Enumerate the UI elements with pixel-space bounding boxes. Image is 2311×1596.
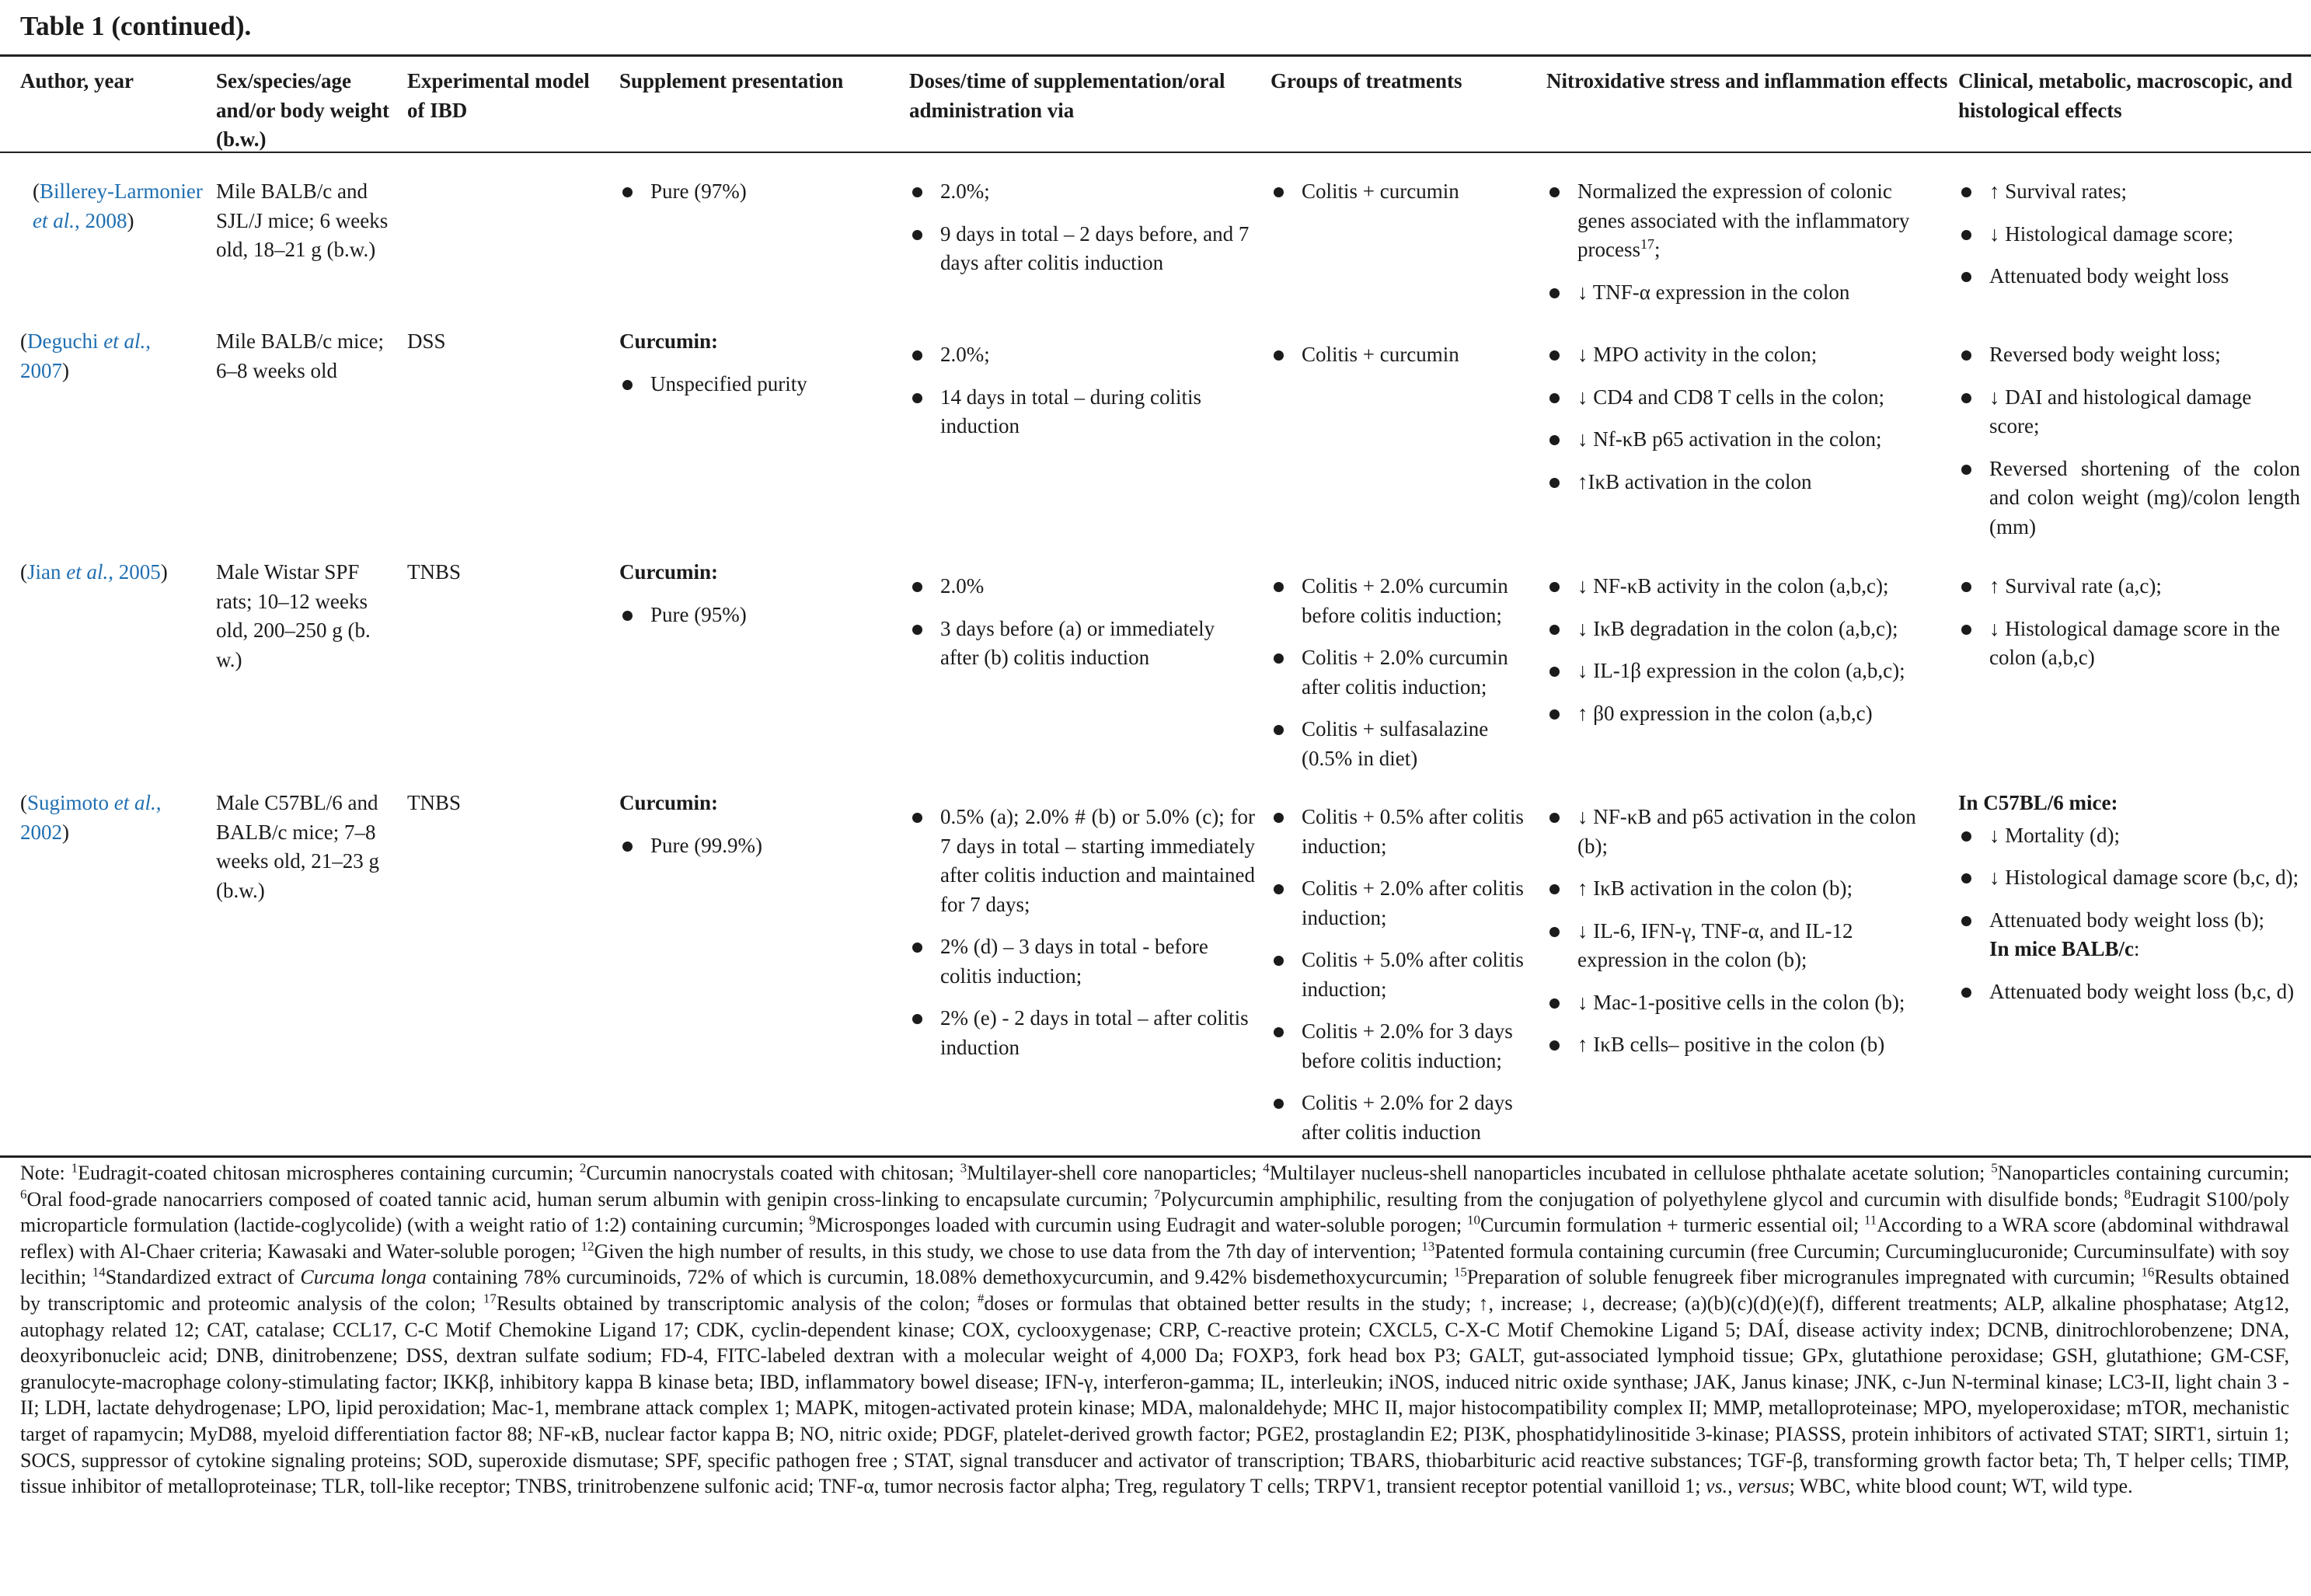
list-item: ↓ IL-6, IFN-γ, TNF-α, and IL-12 expression in the colon (b); — [1546, 917, 1943, 975]
list-item: ↓ Histological damage score (b,c, d); — [1958, 863, 2300, 893]
footnote-text: versus — [1738, 1475, 1790, 1498]
header-doses: Doses/time of supplementation/oral administration via — [909, 69, 1225, 122]
list-item: ↓ IL-1β expression in the colon (a,b,c); — [1546, 657, 1943, 686]
footnote-text: Nanoparticles containing curcumin; — [1997, 1162, 2289, 1184]
list-item: ↑ IκB cells– positive in the colon (b) — [1546, 1030, 1943, 1060]
footnote-marker: 11 — [1863, 1212, 1877, 1228]
list-item: ↑ IκB activation in the colon (b); — [1546, 874, 1943, 904]
row3-author: (Jian et al., 2005) — [20, 560, 168, 584]
footnote-marker: 13 — [1421, 1239, 1435, 1254]
list-item: ↓ NF-κB and p65 activation in the colon (b); — [1546, 803, 1943, 861]
list-item: Colitis + 2.0% curcumin before colitis induction; — [1271, 572, 1535, 630]
list-item: ↑IκB activation in the colon — [1546, 468, 1943, 497]
subgroup-title: In mice BALB/c: — [1989, 937, 2140, 960]
row4-model: TNBS — [407, 791, 462, 814]
footnote-text: Standardized extract of — [105, 1266, 301, 1289]
citation-link[interactable]: Sugimoto et al., 2002 — [20, 791, 162, 844]
row1-subject: Mile BALB/c and SJL/J mice; 6 weeks old, 18–21 g (b.w.) — [216, 179, 389, 261]
citation-link[interactable]: Deguchi et al., 2007 — [20, 329, 151, 382]
footnote-marker: 15 — [1453, 1264, 1467, 1280]
footnote-text: , — [1727, 1475, 1738, 1498]
list-item: Normalized the expression of colonic genes associated with the inflammatory process$^{17}$; — [1546, 177, 1935, 265]
table-footnote — [20, 1160, 2289, 1500]
row3-supplement — [619, 558, 899, 629]
list-item: Colitis + 2.0% curcumin after colitis induction; — [1271, 643, 1535, 702]
footnote-text: Results obtained by transcriptomic and proteomic analysis of the colon; — [20, 1266, 2290, 1315]
list-item: 2.0%; — [909, 177, 1255, 207]
row4-supplement — [619, 789, 899, 860]
footnote-marker: 16 — [2141, 1264, 2155, 1280]
citation-link[interactable]: Billerey-Larmonier et al., 2008 — [33, 179, 203, 232]
footnote-text: Microsponges loaded with curcumin using Eudragit and water-soluble porogen; — [815, 1214, 1467, 1237]
row3-nitro — [1546, 572, 1943, 728]
supplement-title: Curcumin: — [619, 791, 719, 814]
footnote-abbreviations: ↑, increase; ↓, decrease; (a)(b)(c)(d)(e)(f), different treatments; ALP, alkaline phosphatase; Atg12, autophagy related 12; CAT, catalase; CCL17, C-C Motif Chemokine Ligand 17; CDK, cyclin-dependent kinase; COX, cyclooxygenase; CRP, C-reactive protein; CXCL5, C-X-C Motif Chemokine Ligand 5; DAÍ, disease activity index; DCNB, dinitrochlorobenzene; DNA, deoxyribonucleic acid; DNB, dinitrobenzene; DSS, dextran sulfate sodium; FD-4, FITC-labeled dextran with a molecular weight of 4,000 Da; FOXP3, fork head box P3; GALT, gut-associated lymphoid tissue; GPx, glutathione peroxidase; GSH, glutathione; GM-CSF, granulocyte-macrophage colony-stimulating factor; IKKβ, inhibitory kappa B kinase beta; IBD, inflammatory bowel disease; IFN-γ, interferon-gamma; IL, interleukin; iNOS, induced nitric oxide synthase; JAK, Janus kinase; JNK, c-Jun N-terminal kinase; LC3-II, light chain 3 - II; LDH, lactate dehydrogenase; LPO, lipid peroxidation; Mac-1, membrane attack complex 1; MAPK, mitogen-activated protein kinase; MDA, malonaldehyde; MHC II, major histocompatibility complex II; MMP, metalloproteinase; MPO, myeloperoxidase; mTOR, mechanistic target of rapamycin; MyD88, myeloid differentiation factor 88; NF-κB, nuclear factor kappa B; NO, nitric oxide; PDGF, platelet-derived growth factor; PGE2, prostaglandin E2; PI3K, phosphatidylinositide 3-kinase; PIASSS, protein inhibitors of activated STAT; SIRT1, sirtuin 1; SOCS, suppressor of cytokine signaling proteins; SOD, superoxide dismutase; SPF, specific pathogen free ; STAT, signal transducer and activator of transcription; TBARS, thiobarbituric acid reactive substances; TGF-β, transforming growth factor beta; Th, T helper cells; TIMP, tissue inhibitor of metalloproteinase; TLR, toll-like receptor; TNBS, trinitrobenzene sulfonic acid; TNF-α, tumor necrosis factor alpha; Treg, regulatory T cells; TRPV1, transient receptor potential vanilloid 1; — [20, 1291, 2289, 1498]
list-item: 0.5% (a); 2.0% # (b) or 5.0% (c); for 7 days in total – starting immediately after colitis induction and maintained for 7 days; — [909, 803, 1255, 919]
row2-supplement — [619, 327, 899, 399]
row1-supplement — [619, 177, 899, 207]
footnote-text: Results obtained by transcriptomic analysis of the colon; — [496, 1291, 978, 1315]
list-item: ↓ IκB degradation in the colon (a,b,c); — [1546, 615, 1943, 644]
list-item: ↓ CD4 and CD8 T cells in the colon; — [1546, 383, 1943, 413]
list-item: ↓ TNF-α expression in the colon — [1546, 278, 1935, 308]
row3-model: TNBS — [407, 560, 462, 584]
list-item: Attenuated body weight loss (b,c, d) — [1958, 977, 2300, 1007]
row2-groups — [1271, 340, 1535, 370]
row3-doses — [909, 572, 1255, 673]
supplement-title: Curcumin: — [619, 560, 719, 584]
list-item: ↓ Mortality (d); — [1958, 821, 2300, 851]
list-item: Colitis + curcumin — [1271, 340, 1535, 370]
footnote-text: doses or formulas that obtained better results in the study; — [984, 1291, 1479, 1315]
header-model: Experimental model of IBD — [407, 69, 590, 122]
citation-link[interactable]: Jian et al., 2005 — [27, 560, 161, 584]
footnote-marker: 14 — [92, 1264, 106, 1280]
footnote-text: Oral food-grade nanocarriers composed of coated tannic acid, human serum albumin with genipin cross-linking to encapsulate curcumin; — [26, 1187, 1154, 1211]
list-item: 2.0% — [909, 572, 1255, 601]
footnote-marker: 17 — [483, 1291, 497, 1306]
header-subject: Sex/species/age and/or body weight (b.w.) — [216, 69, 390, 151]
row2-doses — [909, 340, 1255, 441]
row4-clinical — [1958, 789, 2300, 1006]
footnote-text: Curcuma longa — [300, 1266, 427, 1289]
header-author: Author, year — [20, 69, 134, 92]
row1-doses — [909, 177, 1255, 278]
list-item: Colitis + curcumin — [1271, 177, 1535, 207]
row4-nitro — [1546, 803, 1943, 1060]
subgroup-title: In C57BL/6 mice: — [1958, 791, 2118, 814]
footnote-text: Eudragit S100/poly microparticle formulation (lactide-coglycolide) (with a weight ratio of 1:2) containing curcumin; — [20, 1187, 2290, 1237]
row2-subject: Mile BALB/c mice; 6–8 weeks old — [216, 329, 384, 382]
footnote-marker: 5 — [1991, 1160, 1998, 1176]
rule-top — [0, 54, 2311, 57]
footnote-marker: 10 — [1466, 1212, 1480, 1228]
header-supplement: Supplement presentation — [619, 69, 844, 92]
list-item: ↓ NF-κB activity in the colon (a,b,c); — [1546, 572, 1943, 601]
header-clinical: Clinical, metabolic, macroscopic, and histological effects — [1958, 69, 2292, 122]
row2-nitro — [1546, 340, 1943, 497]
list-item: Colitis + 0.5% after colitis induction; — [1271, 803, 1535, 861]
list-item: 2% (d) – 3 days in total - before colitis induction; — [909, 932, 1255, 991]
footnote-text: Multilayer nucleus-shell nanoparticles incubated in cellulose phthalate acetate solution; — [1269, 1162, 1992, 1184]
row2-model: DSS — [407, 329, 446, 353]
footnote-marker: 8 — [2124, 1186, 2131, 1201]
footnote-text: vs. — [1706, 1475, 1728, 1498]
row1-nitro — [1546, 177, 1935, 307]
list-item: ↓ Mac-1-positive cells in the colon (b); — [1546, 988, 1943, 1018]
footnote-prefix: Note: — [20, 1162, 71, 1184]
list-item: ↓ MPO activity in the colon; — [1546, 340, 1943, 370]
row2-author: (Deguchi et al., 2007) — [20, 329, 151, 382]
list-item: ↓ Histological damage score in the colon (a,b,c) — [1958, 615, 2300, 673]
row4-subject: Male C57BL/6 and BALB/c mice; 7–8 weeks old, 21–23 g (b.w.) — [216, 791, 379, 902]
row2-clinical — [1958, 340, 2300, 542]
footnote-marker: 4 — [1263, 1160, 1270, 1176]
list-item: ↑ Survival rate (a,c); — [1958, 572, 2300, 601]
list-item: Attenuated body weight loss — [1958, 262, 2300, 291]
footnote-marker: 6 — [20, 1186, 27, 1201]
list-item: Reversed body weight loss; — [1958, 340, 2300, 370]
footnote-text: Preparation of soluble fenugreek fiber microgranules impregnated with curcumin; — [1466, 1266, 2142, 1289]
footnote-marker: 1 — [71, 1160, 78, 1176]
row1-clinical — [1958, 177, 2300, 291]
list-item: ↑ β0 expression in the colon (a,b,c) — [1546, 699, 1943, 729]
list-item: 2.0%; — [909, 340, 1255, 370]
header-nitro: Nitroxidative stress and inflammation effects — [1546, 69, 1948, 92]
list-item: ↓ Nf-κB p65 activation in the colon; — [1546, 425, 1943, 455]
list-item: 14 days in total – during colitis induction — [909, 383, 1255, 441]
row1-author: (Billerey-Larmonier et al., 2008) — [33, 179, 203, 232]
row4-groups — [1271, 803, 1535, 1147]
footnote-marker: 2 — [579, 1160, 587, 1176]
footnote-text: ; WBC, white blood count; WT, wild type. — [1789, 1475, 2133, 1498]
list-item: Colitis + 5.0% after colitis induction; — [1271, 946, 1535, 1004]
list-item: 2% (e) - 2 days in total – after colitis induction — [909, 1004, 1255, 1062]
list-item: Colitis + 2.0% for 2 days after colitis induction — [1271, 1089, 1535, 1147]
list-item: 3 days before (a) or immediately after (b) colitis induction — [909, 615, 1255, 673]
footnote-text: Patented formula containing curcumin (free Curcumin; Curcuminglucuronide; Curcuminsulfate) with soy lecithin; — [20, 1239, 2289, 1289]
list-item: Pure (95%) — [619, 601, 899, 630]
footnote-text: Eudragit-coated chitosan microspheres containing curcumin; — [78, 1162, 580, 1184]
footnote-text: Multilayer-shell core nanoparticles; — [967, 1162, 1264, 1184]
footnote-marker: # — [977, 1291, 985, 1306]
footnote-marker: 3 — [960, 1160, 967, 1176]
table-caption: Table 1 (continued). — [20, 11, 252, 41]
footnote-marker: 9 — [809, 1212, 816, 1228]
list-item: ↑ Survival rates; — [1958, 177, 2300, 207]
footnote-text: containing 78% curcuminoids, 72% of which is curcumin, 18.08% demethoxycurcumin, and 9.42% bisdemethoxycurcumin; — [426, 1266, 1454, 1289]
rule-bottom — [0, 1155, 2311, 1158]
list-item: Colitis + 2.0% for 3 days before colitis induction; — [1271, 1017, 1535, 1075]
list-item: Unspecified purity — [619, 370, 899, 399]
row1-groups — [1271, 177, 1535, 207]
list-item: Reversed shortening of the colon and colon weight (mg)/colon length (mm) — [1958, 455, 2300, 542]
footnote-text: Polycurcumin amphiphilic, resulting from the conjugation of polyethylene glycol and curcumin with disulfide bonds; — [1160, 1187, 2125, 1211]
footnote-text: According to a WRA score (abdominal withdrawal reflex) with Al-Chaer criteria; Kawasaki and Water-soluble porogen; — [20, 1214, 2290, 1263]
row4-author: (Sugimoto et al., 2002) — [20, 791, 162, 844]
footnote-text: Curcumin formulation + turmeric essential oil; — [1480, 1214, 1864, 1237]
list-item: Colitis + sulfasalazine (0.5% in diet) — [1271, 715, 1535, 773]
list-item: Pure (99.9%) — [619, 831, 899, 861]
list-item: ↓ Histological damage score; — [1958, 220, 2300, 249]
footnote-marker: 7 — [1153, 1186, 1161, 1201]
list-item: Attenuated body weight loss (b); — [1958, 906, 2300, 936]
footnote-marker: 12 — [580, 1239, 594, 1254]
row3-groups — [1271, 572, 1535, 773]
row3-subject: Male Wistar SPF rats; 10–12 weeks old, 200–250 g (b. w.) — [216, 560, 371, 671]
supplement-title: Curcumin: — [619, 329, 719, 353]
row4-doses — [909, 803, 1255, 1062]
header-groups: Groups of treatments — [1271, 69, 1462, 92]
list-item: ↓ DAI and histological damage score; — [1958, 383, 2300, 441]
footnote-text: Given the high number of results, in this study, we chose to use data from the 7th day of intervention; — [594, 1239, 1422, 1263]
row3-clinical — [1958, 572, 2300, 673]
footnote-text: Curcumin nanocrystals coated with chitosan; — [586, 1162, 960, 1184]
list-item: Pure (97%) — [619, 177, 899, 207]
list-item: 9 days in total – 2 days before, and 7 days after colitis induction — [909, 220, 1255, 278]
list-item: Colitis + 2.0% after colitis induction; — [1271, 874, 1535, 932]
